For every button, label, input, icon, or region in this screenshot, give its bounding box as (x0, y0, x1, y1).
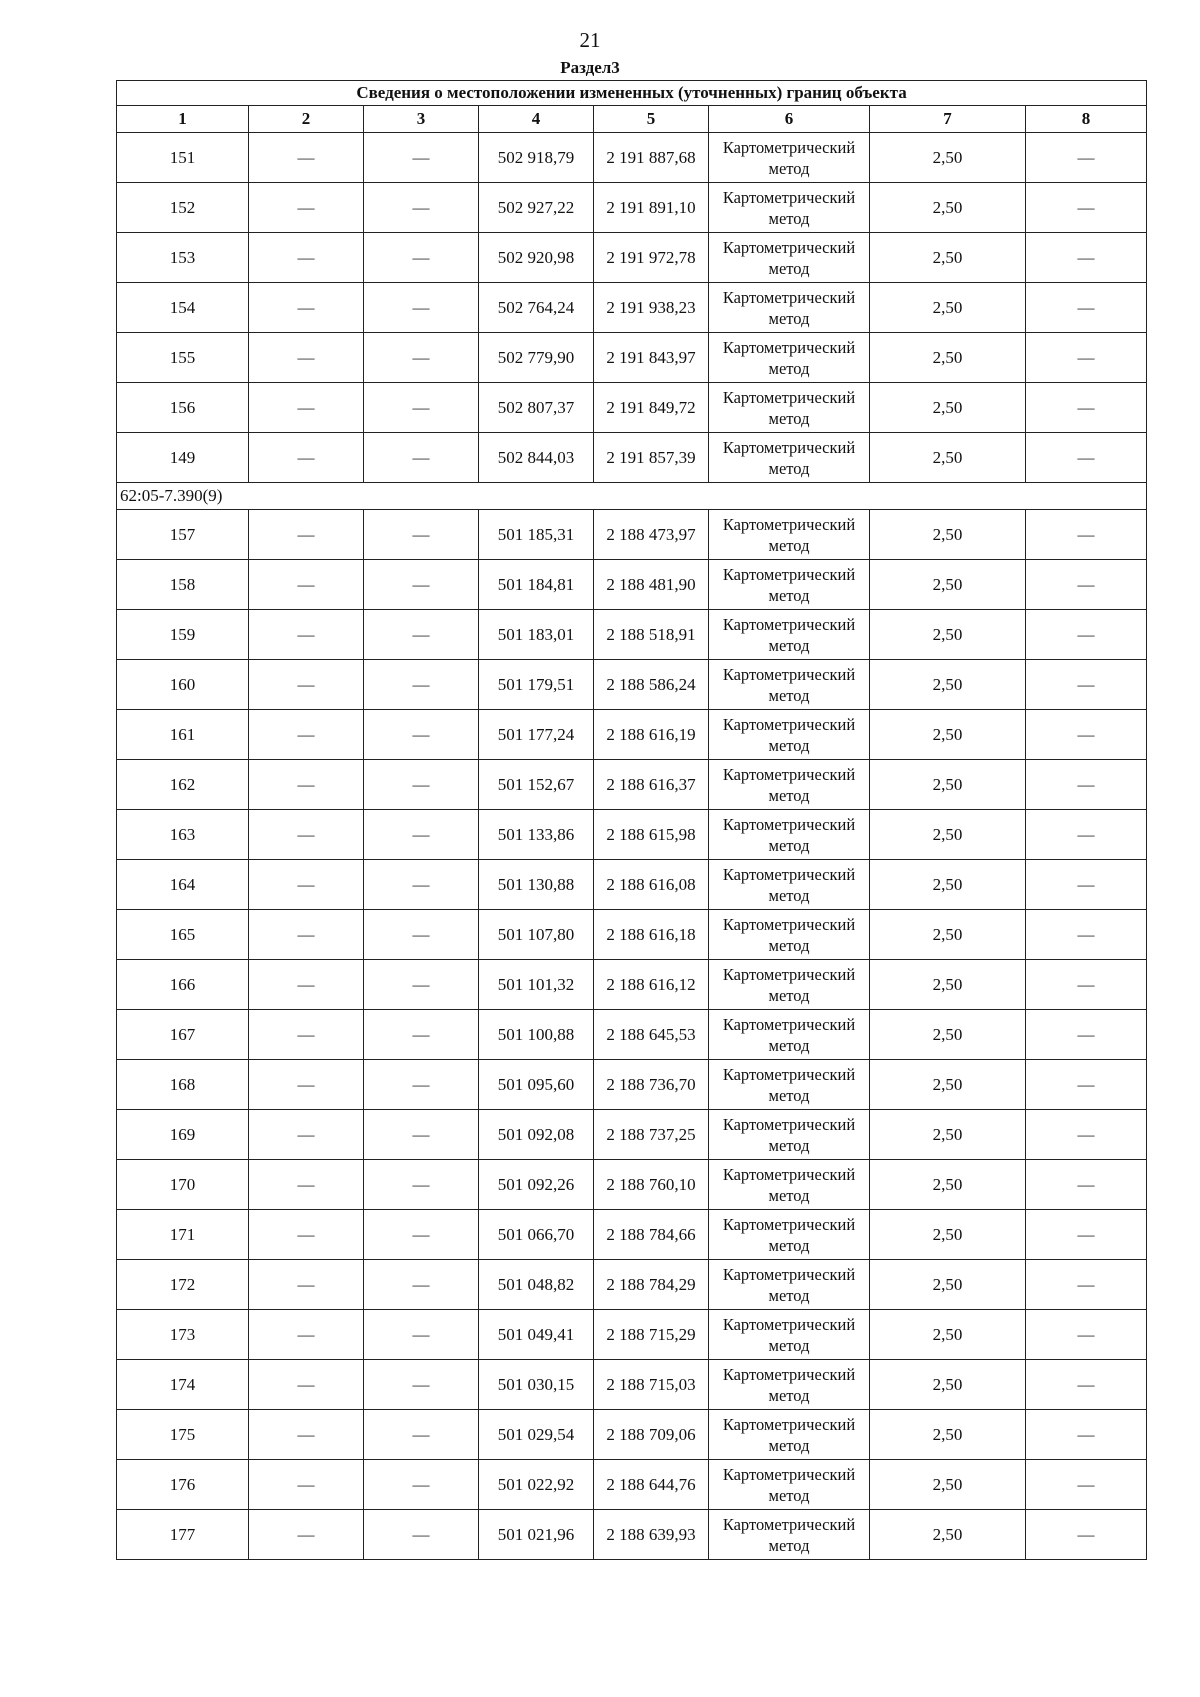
empty-value-cell: — (249, 1260, 364, 1310)
accuracy-cell: 2,50 (870, 1410, 1026, 1460)
column-number-header: 8 (1026, 106, 1147, 133)
empty-value-cell: — (364, 910, 479, 960)
empty-value-cell: — (1026, 1060, 1147, 1110)
empty-value-cell: — (364, 560, 479, 610)
empty-value-cell: — (249, 1110, 364, 1160)
point-number-cell: 157 (117, 510, 249, 560)
empty-value-cell: — (364, 1160, 479, 1210)
empty-value-cell: — (249, 283, 364, 333)
empty-value-cell: — (364, 610, 479, 660)
empty-value-cell: — (249, 810, 364, 860)
empty-value-cell: — (364, 1510, 479, 1560)
accuracy-cell: 2,50 (870, 1460, 1026, 1510)
point-number-cell: 151 (117, 133, 249, 183)
accuracy-cell: 2,50 (870, 660, 1026, 710)
accuracy-cell: 2,50 (870, 1010, 1026, 1060)
empty-value-cell: — (249, 510, 364, 560)
method-cell: Картометрический метод (709, 860, 870, 910)
method-cell: Картометрический метод (709, 660, 870, 710)
empty-value-cell: — (1026, 660, 1147, 710)
x-coordinate-cell: 501 029,54 (479, 1410, 594, 1460)
accuracy-cell: 2,50 (870, 1060, 1026, 1110)
empty-value-cell: — (249, 1010, 364, 1060)
point-number-cell: 165 (117, 910, 249, 960)
empty-value-cell: — (364, 860, 479, 910)
accuracy-cell: 2,50 (870, 383, 1026, 433)
method-cell: Картометрический метод (709, 1010, 870, 1060)
method-cell: Картометрический метод (709, 1110, 870, 1160)
empty-value-cell: — (1026, 283, 1147, 333)
y-coordinate-cell: 2 188 616,12 (594, 960, 709, 1010)
x-coordinate-cell: 501 184,81 (479, 560, 594, 610)
empty-value-cell: — (364, 233, 479, 283)
empty-value-cell: — (1026, 860, 1147, 910)
x-coordinate-cell: 502 927,22 (479, 183, 594, 233)
table-row (117, 1160, 1147, 1210)
y-coordinate-cell: 2 191 891,10 (594, 183, 709, 233)
empty-value-cell: — (1026, 233, 1147, 283)
point-number-cell: 149 (117, 433, 249, 483)
accuracy-cell: 2,50 (870, 1360, 1026, 1410)
method-cell: Картометрический метод (709, 1410, 870, 1460)
point-number-cell: 168 (117, 1060, 249, 1110)
boundary-coordinates-table (116, 80, 1147, 1560)
empty-value-cell: — (1026, 1410, 1147, 1460)
method-cell: Картометрический метод (709, 183, 870, 233)
table-row (117, 1510, 1147, 1560)
empty-value-cell: — (1026, 510, 1147, 560)
y-coordinate-cell: 2 188 616,37 (594, 760, 709, 810)
y-coordinate-cell: 2 188 760,10 (594, 1160, 709, 1210)
empty-value-cell: — (1026, 1510, 1147, 1560)
accuracy-cell: 2,50 (870, 133, 1026, 183)
accuracy-cell: 2,50 (870, 910, 1026, 960)
empty-value-cell: — (1026, 133, 1147, 183)
y-coordinate-cell: 2 188 481,90 (594, 560, 709, 610)
method-cell: Картометрический метод (709, 333, 870, 383)
method-cell: Картометрический метод (709, 610, 870, 660)
table-row (117, 960, 1147, 1010)
table-row (117, 1060, 1147, 1110)
empty-value-cell: — (364, 1060, 479, 1110)
method-cell: Картометрический метод (709, 1210, 870, 1260)
method-cell: Картометрический метод (709, 383, 870, 433)
point-number-cell: 154 (117, 283, 249, 333)
table-row (117, 1260, 1147, 1310)
empty-value-cell: — (249, 1510, 364, 1560)
x-coordinate-cell: 501 133,86 (479, 810, 594, 860)
y-coordinate-cell: 2 188 616,18 (594, 910, 709, 960)
empty-value-cell: — (1026, 710, 1147, 760)
empty-value-cell: — (1026, 1310, 1147, 1360)
point-number-cell: 158 (117, 560, 249, 610)
accuracy-cell: 2,50 (870, 710, 1026, 760)
empty-value-cell: — (1026, 810, 1147, 860)
empty-value-cell: — (1026, 333, 1147, 383)
method-cell: Картометрический метод (709, 510, 870, 560)
table-row (117, 183, 1147, 233)
table-caption: Сведения о местоположении измененных (уточненных) границ объекта (117, 81, 1147, 106)
table-row (117, 510, 1147, 560)
table-row (117, 1210, 1147, 1260)
empty-value-cell: — (1026, 1110, 1147, 1160)
y-coordinate-cell: 2 188 709,06 (594, 1410, 709, 1460)
point-number-cell: 176 (117, 1460, 249, 1510)
empty-value-cell: — (1026, 1360, 1147, 1410)
table-row (117, 560, 1147, 610)
empty-value-cell: — (364, 1260, 479, 1310)
point-number-cell: 159 (117, 610, 249, 660)
table-row (117, 1360, 1147, 1410)
table-row (117, 383, 1147, 433)
x-coordinate-cell: 501 095,60 (479, 1060, 594, 1110)
point-number-cell: 160 (117, 660, 249, 710)
column-number-header: 1 (117, 106, 249, 133)
method-cell: Картометрический метод (709, 233, 870, 283)
method-cell: Картометрический метод (709, 1360, 870, 1410)
accuracy-cell: 2,50 (870, 1210, 1026, 1260)
empty-value-cell: — (249, 860, 364, 910)
empty-value-cell: — (364, 433, 479, 483)
x-coordinate-cell: 501 130,88 (479, 860, 594, 910)
y-coordinate-cell: 2 188 715,03 (594, 1360, 709, 1410)
empty-value-cell: — (249, 383, 364, 433)
table-row (117, 1110, 1147, 1160)
empty-value-cell: — (1026, 383, 1147, 433)
empty-value-cell: — (1026, 560, 1147, 610)
empty-value-cell: — (1026, 1460, 1147, 1510)
accuracy-cell: 2,50 (870, 760, 1026, 810)
accuracy-cell: 2,50 (870, 1510, 1026, 1560)
table-row (117, 1460, 1147, 1510)
column-number-header: 7 (870, 106, 1026, 133)
y-coordinate-cell: 2 188 784,66 (594, 1210, 709, 1260)
table-row (117, 660, 1147, 710)
x-coordinate-cell: 501 092,26 (479, 1160, 594, 1210)
empty-value-cell: — (364, 1410, 479, 1460)
x-coordinate-cell: 502 844,03 (479, 433, 594, 483)
y-coordinate-cell: 2 188 737,25 (594, 1110, 709, 1160)
empty-value-cell: — (1026, 183, 1147, 233)
y-coordinate-cell: 2 191 857,39 (594, 433, 709, 483)
empty-value-cell: — (249, 960, 364, 1010)
method-cell: Картометрический метод (709, 283, 870, 333)
empty-value-cell: — (364, 383, 479, 433)
cadastral-group-label: 62:05-7.390(9) (117, 483, 1147, 510)
point-number-cell: 156 (117, 383, 249, 433)
empty-value-cell: — (249, 1410, 364, 1460)
x-coordinate-cell: 501 177,24 (479, 710, 594, 760)
method-cell: Картометрический метод (709, 1160, 870, 1210)
method-cell: Картометрический метод (709, 560, 870, 610)
accuracy-cell: 2,50 (870, 1110, 1026, 1160)
y-coordinate-cell: 2 188 616,19 (594, 710, 709, 760)
method-cell: Картометрический метод (709, 1260, 870, 1310)
table-row (117, 1310, 1147, 1360)
x-coordinate-cell: 501 048,82 (479, 1260, 594, 1310)
method-cell: Картометрический метод (709, 910, 870, 960)
empty-value-cell: — (364, 810, 479, 860)
point-number-cell: 164 (117, 860, 249, 910)
empty-value-cell: — (364, 1110, 479, 1160)
table-row (117, 610, 1147, 660)
column-number-header: 5 (594, 106, 709, 133)
empty-value-cell: — (249, 133, 364, 183)
point-number-cell: 163 (117, 810, 249, 860)
method-cell: Картометрический метод (709, 1310, 870, 1360)
empty-value-cell: — (364, 1360, 479, 1410)
point-number-cell: 153 (117, 233, 249, 283)
empty-value-cell: — (1026, 760, 1147, 810)
empty-value-cell: — (364, 133, 479, 183)
x-coordinate-cell: 501 049,41 (479, 1310, 594, 1360)
empty-value-cell: — (364, 960, 479, 1010)
group-row (117, 483, 1147, 510)
column-number-header: 6 (709, 106, 870, 133)
point-number-cell: 175 (117, 1410, 249, 1460)
y-coordinate-cell: 2 188 639,93 (594, 1510, 709, 1560)
accuracy-cell: 2,50 (870, 510, 1026, 560)
empty-value-cell: — (364, 1010, 479, 1060)
x-coordinate-cell: 501 183,01 (479, 610, 594, 660)
page-number: 21 (579, 28, 601, 52)
x-coordinate-cell: 502 779,90 (479, 333, 594, 383)
accuracy-cell: 2,50 (870, 810, 1026, 860)
empty-value-cell: — (249, 1160, 364, 1210)
y-coordinate-cell: 2 188 518,91 (594, 610, 709, 660)
y-coordinate-cell: 2 188 473,97 (594, 510, 709, 560)
empty-value-cell: — (1026, 960, 1147, 1010)
x-coordinate-cell: 501 179,51 (479, 660, 594, 710)
table-row (117, 760, 1147, 810)
method-cell: Картометрический метод (709, 810, 870, 860)
method-cell: Картометрический метод (709, 1460, 870, 1510)
x-coordinate-cell: 501 066,70 (479, 1210, 594, 1260)
accuracy-cell: 2,50 (870, 233, 1026, 283)
y-coordinate-cell: 2 188 615,98 (594, 810, 709, 860)
empty-value-cell: — (249, 1310, 364, 1360)
x-coordinate-cell: 501 107,80 (479, 910, 594, 960)
empty-value-cell: — (249, 610, 364, 660)
y-coordinate-cell: 2 188 715,29 (594, 1310, 709, 1360)
empty-value-cell: — (1026, 1160, 1147, 1210)
accuracy-cell: 2,50 (870, 560, 1026, 610)
empty-value-cell: — (1026, 433, 1147, 483)
accuracy-cell: 2,50 (870, 960, 1026, 1010)
point-number-cell: 169 (117, 1110, 249, 1160)
x-coordinate-cell: 502 920,98 (479, 233, 594, 283)
y-coordinate-cell: 2 188 616,08 (594, 860, 709, 910)
accuracy-cell: 2,50 (870, 283, 1026, 333)
table-row (117, 283, 1147, 333)
accuracy-cell: 2,50 (870, 1160, 1026, 1210)
empty-value-cell: — (249, 183, 364, 233)
empty-value-cell: — (249, 760, 364, 810)
table-row (117, 860, 1147, 910)
x-coordinate-cell: 501 092,08 (479, 1110, 594, 1160)
accuracy-cell: 2,50 (870, 333, 1026, 383)
y-coordinate-cell: 2 191 972,78 (594, 233, 709, 283)
y-coordinate-cell: 2 188 784,29 (594, 1260, 709, 1310)
x-coordinate-cell: 502 807,37 (479, 383, 594, 433)
point-number-cell: 171 (117, 1210, 249, 1260)
empty-value-cell: — (364, 1460, 479, 1510)
point-number-cell: 174 (117, 1360, 249, 1410)
empty-value-cell: — (249, 333, 364, 383)
x-coordinate-cell: 501 152,67 (479, 760, 594, 810)
y-coordinate-cell: 2 188 644,76 (594, 1460, 709, 1510)
point-number-cell: 177 (117, 1510, 249, 1560)
empty-value-cell: — (364, 760, 479, 810)
y-coordinate-cell: 2 188 645,53 (594, 1010, 709, 1060)
x-coordinate-cell: 501 030,15 (479, 1360, 594, 1410)
point-number-cell: 155 (117, 333, 249, 383)
x-coordinate-cell: 501 101,32 (479, 960, 594, 1010)
empty-value-cell: — (249, 660, 364, 710)
table-row (117, 1410, 1147, 1460)
y-coordinate-cell: 2 188 586,24 (594, 660, 709, 710)
point-number-cell: 172 (117, 1260, 249, 1310)
method-cell: Картометрический метод (709, 1510, 870, 1560)
empty-value-cell: — (1026, 610, 1147, 660)
empty-value-cell: — (249, 910, 364, 960)
accuracy-cell: 2,50 (870, 610, 1026, 660)
section-title: Раздел3 (560, 58, 620, 77)
x-coordinate-cell: 501 100,88 (479, 1010, 594, 1060)
y-coordinate-cell: 2 191 887,68 (594, 133, 709, 183)
column-number-header: 3 (364, 106, 479, 133)
x-coordinate-cell: 501 185,31 (479, 510, 594, 560)
point-number-cell: 162 (117, 760, 249, 810)
empty-value-cell: — (1026, 910, 1147, 960)
column-number-header: 4 (479, 106, 594, 133)
empty-value-cell: — (364, 660, 479, 710)
method-cell: Картометрический метод (709, 760, 870, 810)
point-number-cell: 166 (117, 960, 249, 1010)
empty-value-cell: — (249, 433, 364, 483)
empty-value-cell: — (364, 283, 479, 333)
empty-value-cell: — (249, 1060, 364, 1110)
method-cell: Картометрический метод (709, 960, 870, 1010)
accuracy-cell: 2,50 (870, 860, 1026, 910)
empty-value-cell: — (364, 510, 479, 560)
accuracy-cell: 2,50 (870, 1310, 1026, 1360)
empty-value-cell: — (249, 233, 364, 283)
empty-value-cell: — (364, 1210, 479, 1260)
point-number-cell: 167 (117, 1010, 249, 1060)
empty-value-cell: — (364, 183, 479, 233)
empty-value-cell: — (364, 1310, 479, 1360)
empty-value-cell: — (249, 560, 364, 610)
y-coordinate-cell: 2 191 843,97 (594, 333, 709, 383)
point-number-cell: 152 (117, 183, 249, 233)
accuracy-cell: 2,50 (870, 1260, 1026, 1310)
table-row (117, 910, 1147, 960)
y-coordinate-cell: 2 191 849,72 (594, 383, 709, 433)
method-cell: Картометрический метод (709, 133, 870, 183)
table-row (117, 333, 1147, 383)
accuracy-cell: 2,50 (870, 433, 1026, 483)
method-cell: Картометрический метод (709, 710, 870, 760)
accuracy-cell: 2,50 (870, 183, 1026, 233)
empty-value-cell: — (1026, 1010, 1147, 1060)
point-number-cell: 161 (117, 710, 249, 760)
table-row (117, 1010, 1147, 1060)
table-row (117, 810, 1147, 860)
method-cell: Картометрический метод (709, 1060, 870, 1110)
empty-value-cell: — (249, 1210, 364, 1260)
column-number-header: 2 (249, 106, 364, 133)
empty-value-cell: — (1026, 1210, 1147, 1260)
table-row (117, 133, 1147, 183)
point-number-cell: 173 (117, 1310, 249, 1360)
empty-value-cell: — (364, 333, 479, 383)
table-row (117, 233, 1147, 283)
x-coordinate-cell: 502 764,24 (479, 283, 594, 333)
point-number-cell: 170 (117, 1160, 249, 1210)
table-row (117, 433, 1147, 483)
empty-value-cell: — (249, 710, 364, 760)
table-row (117, 710, 1147, 760)
empty-value-cell: — (364, 710, 479, 760)
empty-value-cell: — (1026, 1260, 1147, 1310)
x-coordinate-cell: 502 918,79 (479, 133, 594, 183)
empty-value-cell: — (249, 1460, 364, 1510)
y-coordinate-cell: 2 191 938,23 (594, 283, 709, 333)
x-coordinate-cell: 501 021,96 (479, 1510, 594, 1560)
method-cell: Картометрический метод (709, 433, 870, 483)
y-coordinate-cell: 2 188 736,70 (594, 1060, 709, 1110)
x-coordinate-cell: 501 022,92 (479, 1460, 594, 1510)
empty-value-cell: — (249, 1360, 364, 1410)
